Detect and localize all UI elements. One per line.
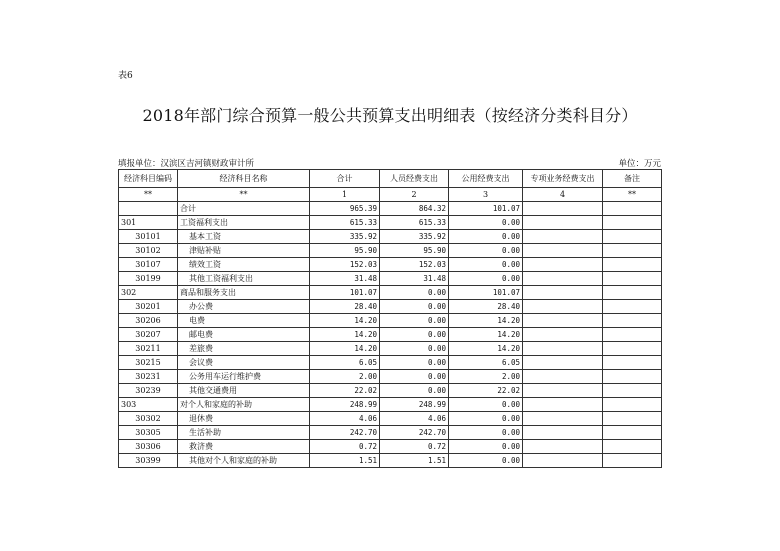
personnel-cell: 335.92	[380, 230, 449, 244]
note-cell	[603, 300, 662, 314]
public-cell: 6.05	[449, 356, 523, 370]
special-cell	[523, 356, 603, 370]
table-row	[119, 258, 662, 272]
index-cell: 2	[380, 188, 449, 202]
table-row	[119, 426, 662, 440]
index-cell: **	[178, 188, 310, 202]
personnel-cell: 0.00	[380, 328, 449, 342]
public-cell: 28.40	[449, 300, 523, 314]
code-cell: 30305	[119, 426, 178, 440]
total-cell: 242.70	[310, 426, 380, 440]
personnel-cell: 0.00	[380, 384, 449, 398]
note-cell	[603, 398, 662, 412]
personnel-cell: 0.00	[380, 356, 449, 370]
public-cell: 0.00	[449, 440, 523, 454]
public-cell: 0.00	[449, 258, 523, 272]
table-row	[119, 384, 662, 398]
special-cell	[523, 370, 603, 384]
name-cell: 生活补助	[178, 426, 310, 440]
code-cell: 30199	[119, 272, 178, 286]
personnel-cell: 248.99	[380, 398, 449, 412]
code-cell: 30399	[119, 454, 178, 468]
name-cell: 其他交通费用	[178, 384, 310, 398]
special-cell	[523, 426, 603, 440]
total-cell: 14.20	[310, 314, 380, 328]
special-cell	[523, 216, 603, 230]
special-cell	[523, 412, 603, 426]
table-row	[119, 314, 662, 328]
table-row	[119, 300, 662, 314]
table-tag: 表6	[118, 71, 133, 81]
name-cell: 退休费	[178, 412, 310, 426]
code-cell: 30102	[119, 244, 178, 258]
name-cell: 邮电费	[178, 328, 310, 342]
note-cell	[603, 454, 662, 468]
total-cell: 965.39	[310, 202, 380, 216]
filler-unit: 填报单位：汉滨区吉河镇财政审计所	[118, 159, 255, 169]
note-cell	[603, 314, 662, 328]
total-cell: 152.03	[310, 258, 380, 272]
name-cell: 会议费	[178, 356, 310, 370]
table-row	[119, 272, 662, 286]
total-cell: 14.20	[310, 328, 380, 342]
code-cell	[119, 202, 178, 216]
header-cell: 人员经费支出	[380, 170, 449, 188]
special-cell	[523, 230, 603, 244]
table-row	[119, 412, 662, 426]
expenditure-table	[118, 169, 662, 468]
code-cell: 30215	[119, 356, 178, 370]
personnel-cell: 0.00	[380, 342, 449, 356]
table-row	[119, 328, 662, 342]
public-cell: 14.20	[449, 314, 523, 328]
personnel-cell: 95.90	[380, 244, 449, 258]
header-cell: 备注	[603, 170, 662, 188]
code-cell: 30201	[119, 300, 178, 314]
total-cell: 335.92	[310, 230, 380, 244]
note-cell	[603, 230, 662, 244]
personnel-cell: 0.00	[380, 286, 449, 300]
code-cell: 30207	[119, 328, 178, 342]
name-cell: 其他对个人和家庭的补助	[178, 454, 310, 468]
code-cell: 302	[119, 286, 178, 300]
header-cell: 合计	[310, 170, 380, 188]
note-cell	[603, 412, 662, 426]
name-cell: 工资福利支出	[178, 216, 310, 230]
name-cell: 救济费	[178, 440, 310, 454]
total-cell: 2.00	[310, 370, 380, 384]
public-cell: 2.00	[449, 370, 523, 384]
total-cell: 4.06	[310, 412, 380, 426]
header-cell: 经济科目编码	[119, 170, 178, 188]
note-cell	[603, 426, 662, 440]
public-cell: 0.00	[449, 244, 523, 258]
total-cell: 22.02	[310, 384, 380, 398]
name-cell: 合计	[178, 202, 310, 216]
special-cell	[523, 202, 603, 216]
public-cell: 0.00	[449, 216, 523, 230]
total-cell: 28.40	[310, 300, 380, 314]
personnel-cell: 4.06	[380, 412, 449, 426]
personnel-cell: 0.72	[380, 440, 449, 454]
code-cell: 30306	[119, 440, 178, 454]
table-row	[119, 216, 662, 230]
total-cell: 101.07	[310, 286, 380, 300]
code-cell: 30107	[119, 258, 178, 272]
special-cell	[523, 328, 603, 342]
total-cell: 95.90	[310, 244, 380, 258]
name-cell: 基本工资	[178, 230, 310, 244]
name-cell: 对个人和家庭的补助	[178, 398, 310, 412]
personnel-cell: 152.03	[380, 258, 449, 272]
table-row	[119, 454, 662, 468]
note-cell	[603, 216, 662, 230]
personnel-cell: 1.51	[380, 454, 449, 468]
note-cell	[603, 272, 662, 286]
total-cell: 248.99	[310, 398, 380, 412]
table-row	[119, 230, 662, 244]
note-cell	[603, 258, 662, 272]
public-cell: 14.20	[449, 342, 523, 356]
table-row	[119, 356, 662, 370]
money-unit: 单位：万元	[618, 159, 661, 169]
total-cell: 0.72	[310, 440, 380, 454]
index-cell: **	[119, 188, 178, 202]
public-cell: 101.07	[449, 202, 523, 216]
public-cell: 0.00	[449, 426, 523, 440]
personnel-cell: 864.32	[380, 202, 449, 216]
table-row	[119, 286, 662, 300]
code-cell: 30206	[119, 314, 178, 328]
public-cell: 14.20	[449, 328, 523, 342]
note-cell	[603, 440, 662, 454]
code-cell: 301	[119, 216, 178, 230]
table-row	[119, 370, 662, 384]
special-cell	[523, 314, 603, 328]
personnel-cell: 615.33	[380, 216, 449, 230]
page-title: 2018年部门综合预算一般公共预算支出明细表（按经济分类科目分）	[142, 106, 638, 125]
name-cell: 其他工资福利支出	[178, 272, 310, 286]
total-cell: 615.33	[310, 216, 380, 230]
special-cell	[523, 454, 603, 468]
special-cell	[523, 384, 603, 398]
index-cell: **	[603, 188, 662, 202]
name-cell: 公务用车运行维护费	[178, 370, 310, 384]
special-cell	[523, 244, 603, 258]
note-cell	[603, 384, 662, 398]
special-cell	[523, 286, 603, 300]
public-cell: 22.02	[449, 384, 523, 398]
note-cell	[603, 286, 662, 300]
note-cell	[603, 342, 662, 356]
name-cell: 绩效工资	[178, 258, 310, 272]
special-cell	[523, 258, 603, 272]
total-cell: 14.20	[310, 342, 380, 356]
header-cell: 专项业务经费支出	[523, 170, 603, 188]
note-cell	[603, 202, 662, 216]
note-cell	[603, 244, 662, 258]
public-cell: 0.00	[449, 272, 523, 286]
code-cell: 30211	[119, 342, 178, 356]
special-cell	[523, 440, 603, 454]
index-row	[119, 188, 662, 202]
public-cell: 0.00	[449, 412, 523, 426]
special-cell	[523, 272, 603, 286]
table-row	[119, 398, 662, 412]
note-cell	[603, 356, 662, 370]
personnel-cell: 0.00	[380, 314, 449, 328]
special-cell	[523, 342, 603, 356]
total-cell: 6.05	[310, 356, 380, 370]
name-cell: 商品和服务支出	[178, 286, 310, 300]
total-cell: 31.48	[310, 272, 380, 286]
public-cell: 0.00	[449, 454, 523, 468]
total-cell: 1.51	[310, 454, 380, 468]
index-cell: 4	[523, 188, 603, 202]
public-cell: 0.00	[449, 230, 523, 244]
name-cell: 津贴补贴	[178, 244, 310, 258]
note-cell	[603, 328, 662, 342]
header-cell: 经济科目名称	[178, 170, 310, 188]
public-cell: 0.00	[449, 398, 523, 412]
code-cell: 30231	[119, 370, 178, 384]
index-cell: 3	[449, 188, 523, 202]
personnel-cell: 0.00	[380, 300, 449, 314]
header-cell: 公用经费支出	[449, 170, 523, 188]
public-cell: 101.07	[449, 286, 523, 300]
special-cell	[523, 398, 603, 412]
personnel-cell: 0.00	[380, 370, 449, 384]
code-cell: 303	[119, 398, 178, 412]
index-cell: 1	[310, 188, 380, 202]
code-cell: 30302	[119, 412, 178, 426]
name-cell: 差旅费	[178, 342, 310, 356]
name-cell: 电费	[178, 314, 310, 328]
name-cell: 办公费	[178, 300, 310, 314]
special-cell	[523, 300, 603, 314]
table-row	[119, 202, 662, 216]
note-cell	[603, 370, 662, 384]
code-cell: 30239	[119, 384, 178, 398]
code-cell: 30101	[119, 230, 178, 244]
personnel-cell: 242.70	[380, 426, 449, 440]
table-row	[119, 440, 662, 454]
personnel-cell: 31.48	[380, 272, 449, 286]
header-row	[119, 170, 662, 188]
table-row	[119, 342, 662, 356]
table-row	[119, 244, 662, 258]
